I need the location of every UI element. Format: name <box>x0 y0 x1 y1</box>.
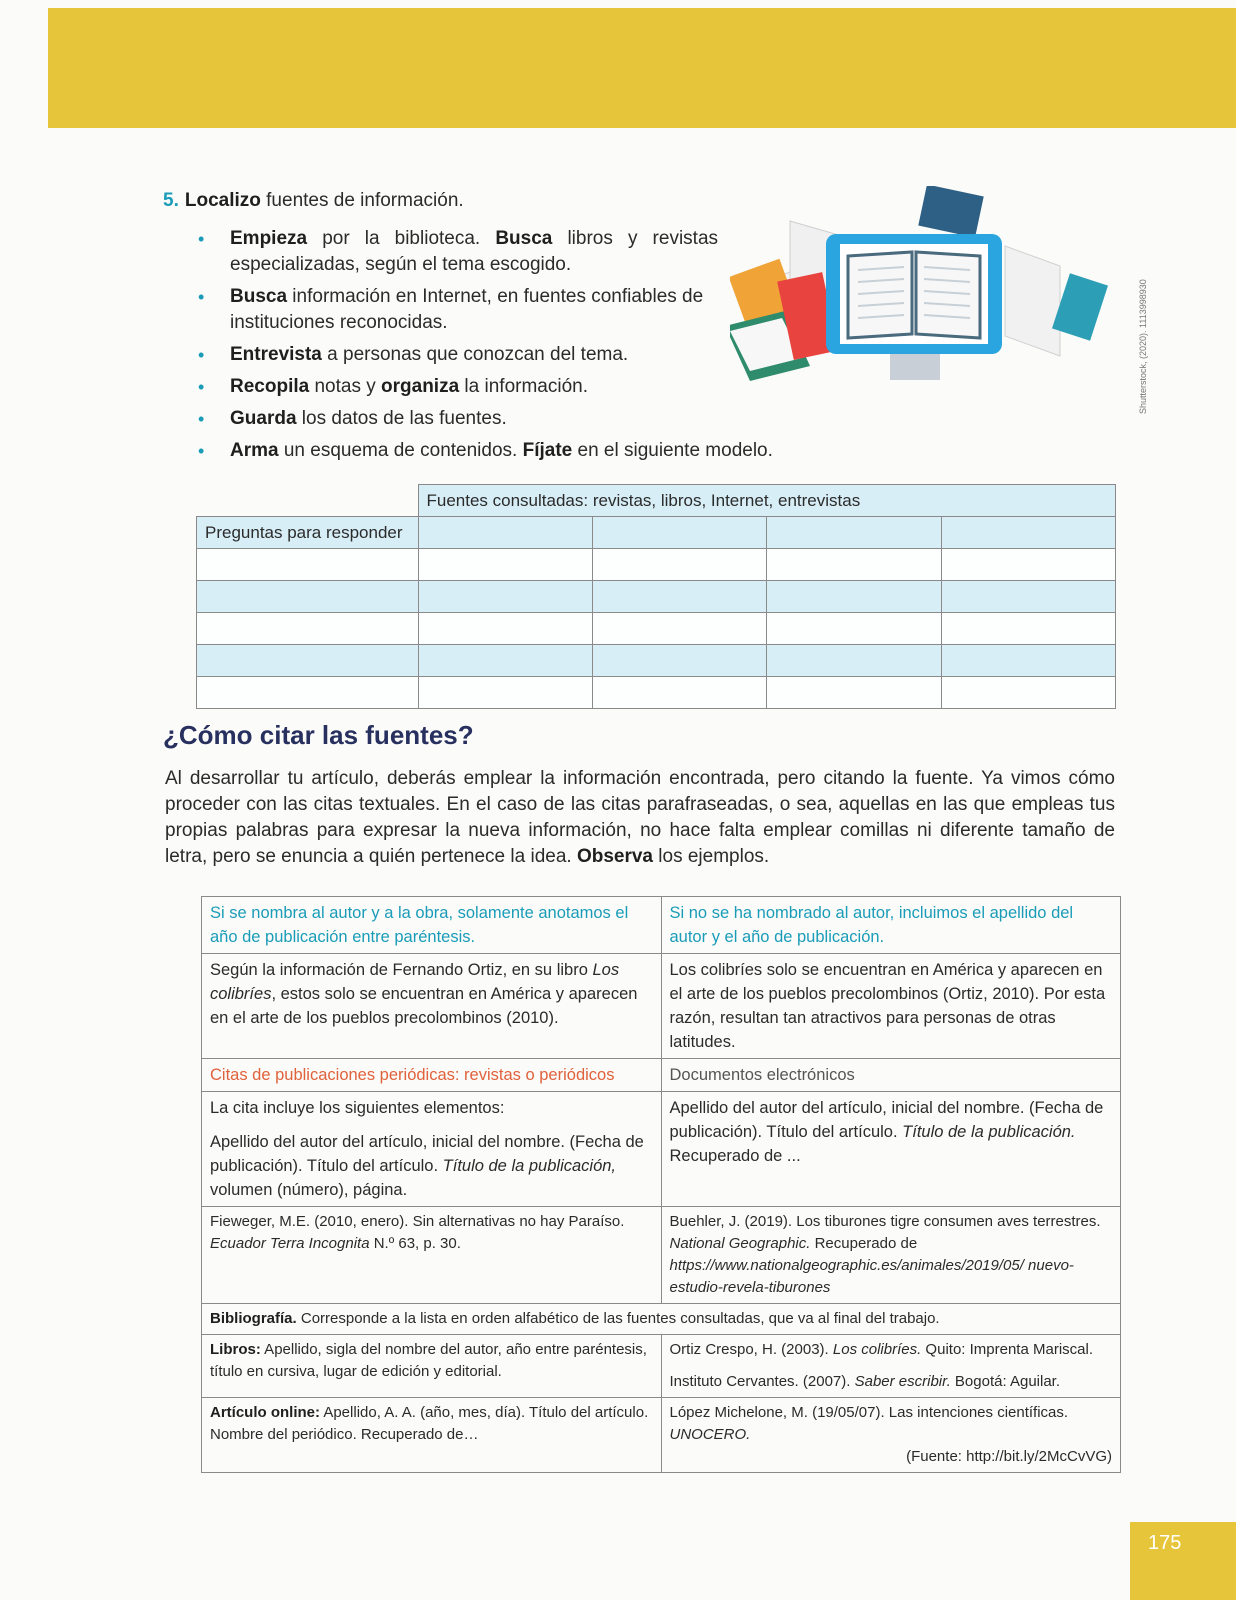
table-row <box>197 645 1116 677</box>
books-examples: Ortiz Crespo, H. (2003). Los colibríes. Quito: Imprenta Mariscal. Instituto Cervantes. (2007). Saber escribir. Bogotá: Aguilar. <box>661 1335 1121 1398</box>
source-note: (Fuente: http://bit.ly/2McCvVG) <box>906 1448 1112 1465</box>
list-item: • Arma un esquema de contenidos. Fíjate en el siguiente modelo. <box>198 438 850 464</box>
instructions-list <box>198 226 773 470</box>
periodicals-example: Fieweger, M.E. (2010, enero). Sin alternativas no hay Paraíso. Ecuador Terra Incognita N.º 63, p. 30. <box>202 1207 662 1304</box>
research-planning-table <box>196 484 1116 709</box>
periodicals-header: Citas de publicaciones periódicas: revistas o periódicos <box>202 1059 662 1092</box>
list-item: • Recopila notas y organiza la información. <box>198 374 718 400</box>
periodicals-format: La cita incluye los siguientes elementos: Apellido del autor del artículo, inicial del nombre. (Fecha de publicación). Título del artículo. Título de la publicación, volumen (número), página. <box>202 1092 662 1207</box>
example-author-unnamed: Los colibríes solo se encuentran en América y aparecen en el arte de los pueblos precolombinos (Ortiz, 2010). Por esta razón, resultan tan atractivos para personas de otras latitudes. <box>661 954 1121 1059</box>
online-article-format: Artículo online: Apellido, A. A. (año, mes, día). Título del artículo. Nombre del periódico. Recuperado de… <box>202 1398 662 1473</box>
books-monitor-illustration <box>730 186 1110 416</box>
page-number: 175 <box>1148 1532 1182 1554</box>
list-item: • Empieza por la biblioteca. Busca libros y revistas especializadas, según el tema escogido. <box>198 226 718 278</box>
example-author-named: Según la información de Fernando Ortiz, en su libro Los colibríes, estos solo se encuentran en América y aparecen en el arte de los pueblos precolombinos (2010). <box>202 954 662 1059</box>
step-heading: 5. Localizo fuentes de información. <box>163 190 464 211</box>
book-navy-icon <box>918 186 983 238</box>
top-color-band <box>48 8 1236 128</box>
electronic-format: Apellido del autor del artículo, inicial del nombre. (Fecha de publicación). Título del artículo. Título de la publicación. Recuperado de ... <box>661 1092 1121 1207</box>
electronic-example: Buehler, J. (2019). Los tiburones tigre consumen aves terrestres. National Geographic. Recuperado de https://www.nationalgeographic.es/animales/2019/05/ nuevo-estudio-revela-tiburones <box>661 1207 1121 1304</box>
table-row <box>197 549 1116 581</box>
section-title: ¿Cómo citar las fuentes? <box>163 720 474 750</box>
sources-header: Fuentes consultadas: revistas, libros, Internet, entrevistas <box>418 485 1116 517</box>
list-item: • Entrevista a personas que conozcan del tema. <box>198 342 718 368</box>
image-credit: Shutterstock, (2020). 1113998930 <box>1138 279 1148 414</box>
bibliography-definition: Bibliografía. Corresponde a la lista en orden alfabético de las fuentes consultadas, que va al final del trabajo. <box>202 1304 1121 1335</box>
questions-header: Preguntas para responder <box>197 517 419 549</box>
list-item: • Guarda los datos de las fuentes. <box>198 406 718 432</box>
step-number: 5. <box>163 190 179 211</box>
citation-examples-table <box>201 896 1121 1473</box>
books-format: Libros: Apellido, sigla del nombre del autor, año entre paréntesis, título en cursiva, lugar de edición y editorial. <box>202 1335 662 1398</box>
intro-paragraph: Al desarrollar tu artículo, deberás emplear la información encontrada, pero citando la fuente. Ya vimos cómo proceder con las citas textuales. En el caso de las citas parafraseadas, o sea, aquellas en las que empleas tus propias palabras para expresar la nueva información, no hace falta emplear comillas ni diferente tamaño de letra, pero se enuncia a quién pertenece la idea. Observa los ejemplos. <box>165 768 1115 867</box>
rule-author-named: Si se nombra al autor y a la obra, solamente anotamos el año de publicación entre paréntesis. <box>202 897 662 954</box>
online-article-example: López Michelone, M. (19/05/07). Las intenciones científicas. UNOCERO. (Fuente: http://bit.ly/2McCvVG) <box>661 1398 1121 1473</box>
rule-author-unnamed: Si no se ha nombrado al autor, incluimos el apellido del autor y el año de publicación. <box>661 897 1121 954</box>
table-row <box>197 581 1116 613</box>
table-row <box>197 613 1116 645</box>
monitor-icon <box>826 234 1002 380</box>
table-row <box>197 677 1116 709</box>
electronic-header: Documentos electrónicos <box>661 1059 1121 1092</box>
list-item: • Busca información en Internet, en fuentes confiables de instituciones reconocidas. <box>198 284 718 336</box>
page-number-tab <box>1130 1522 1236 1600</box>
open-book-right-icon <box>1005 246 1060 356</box>
